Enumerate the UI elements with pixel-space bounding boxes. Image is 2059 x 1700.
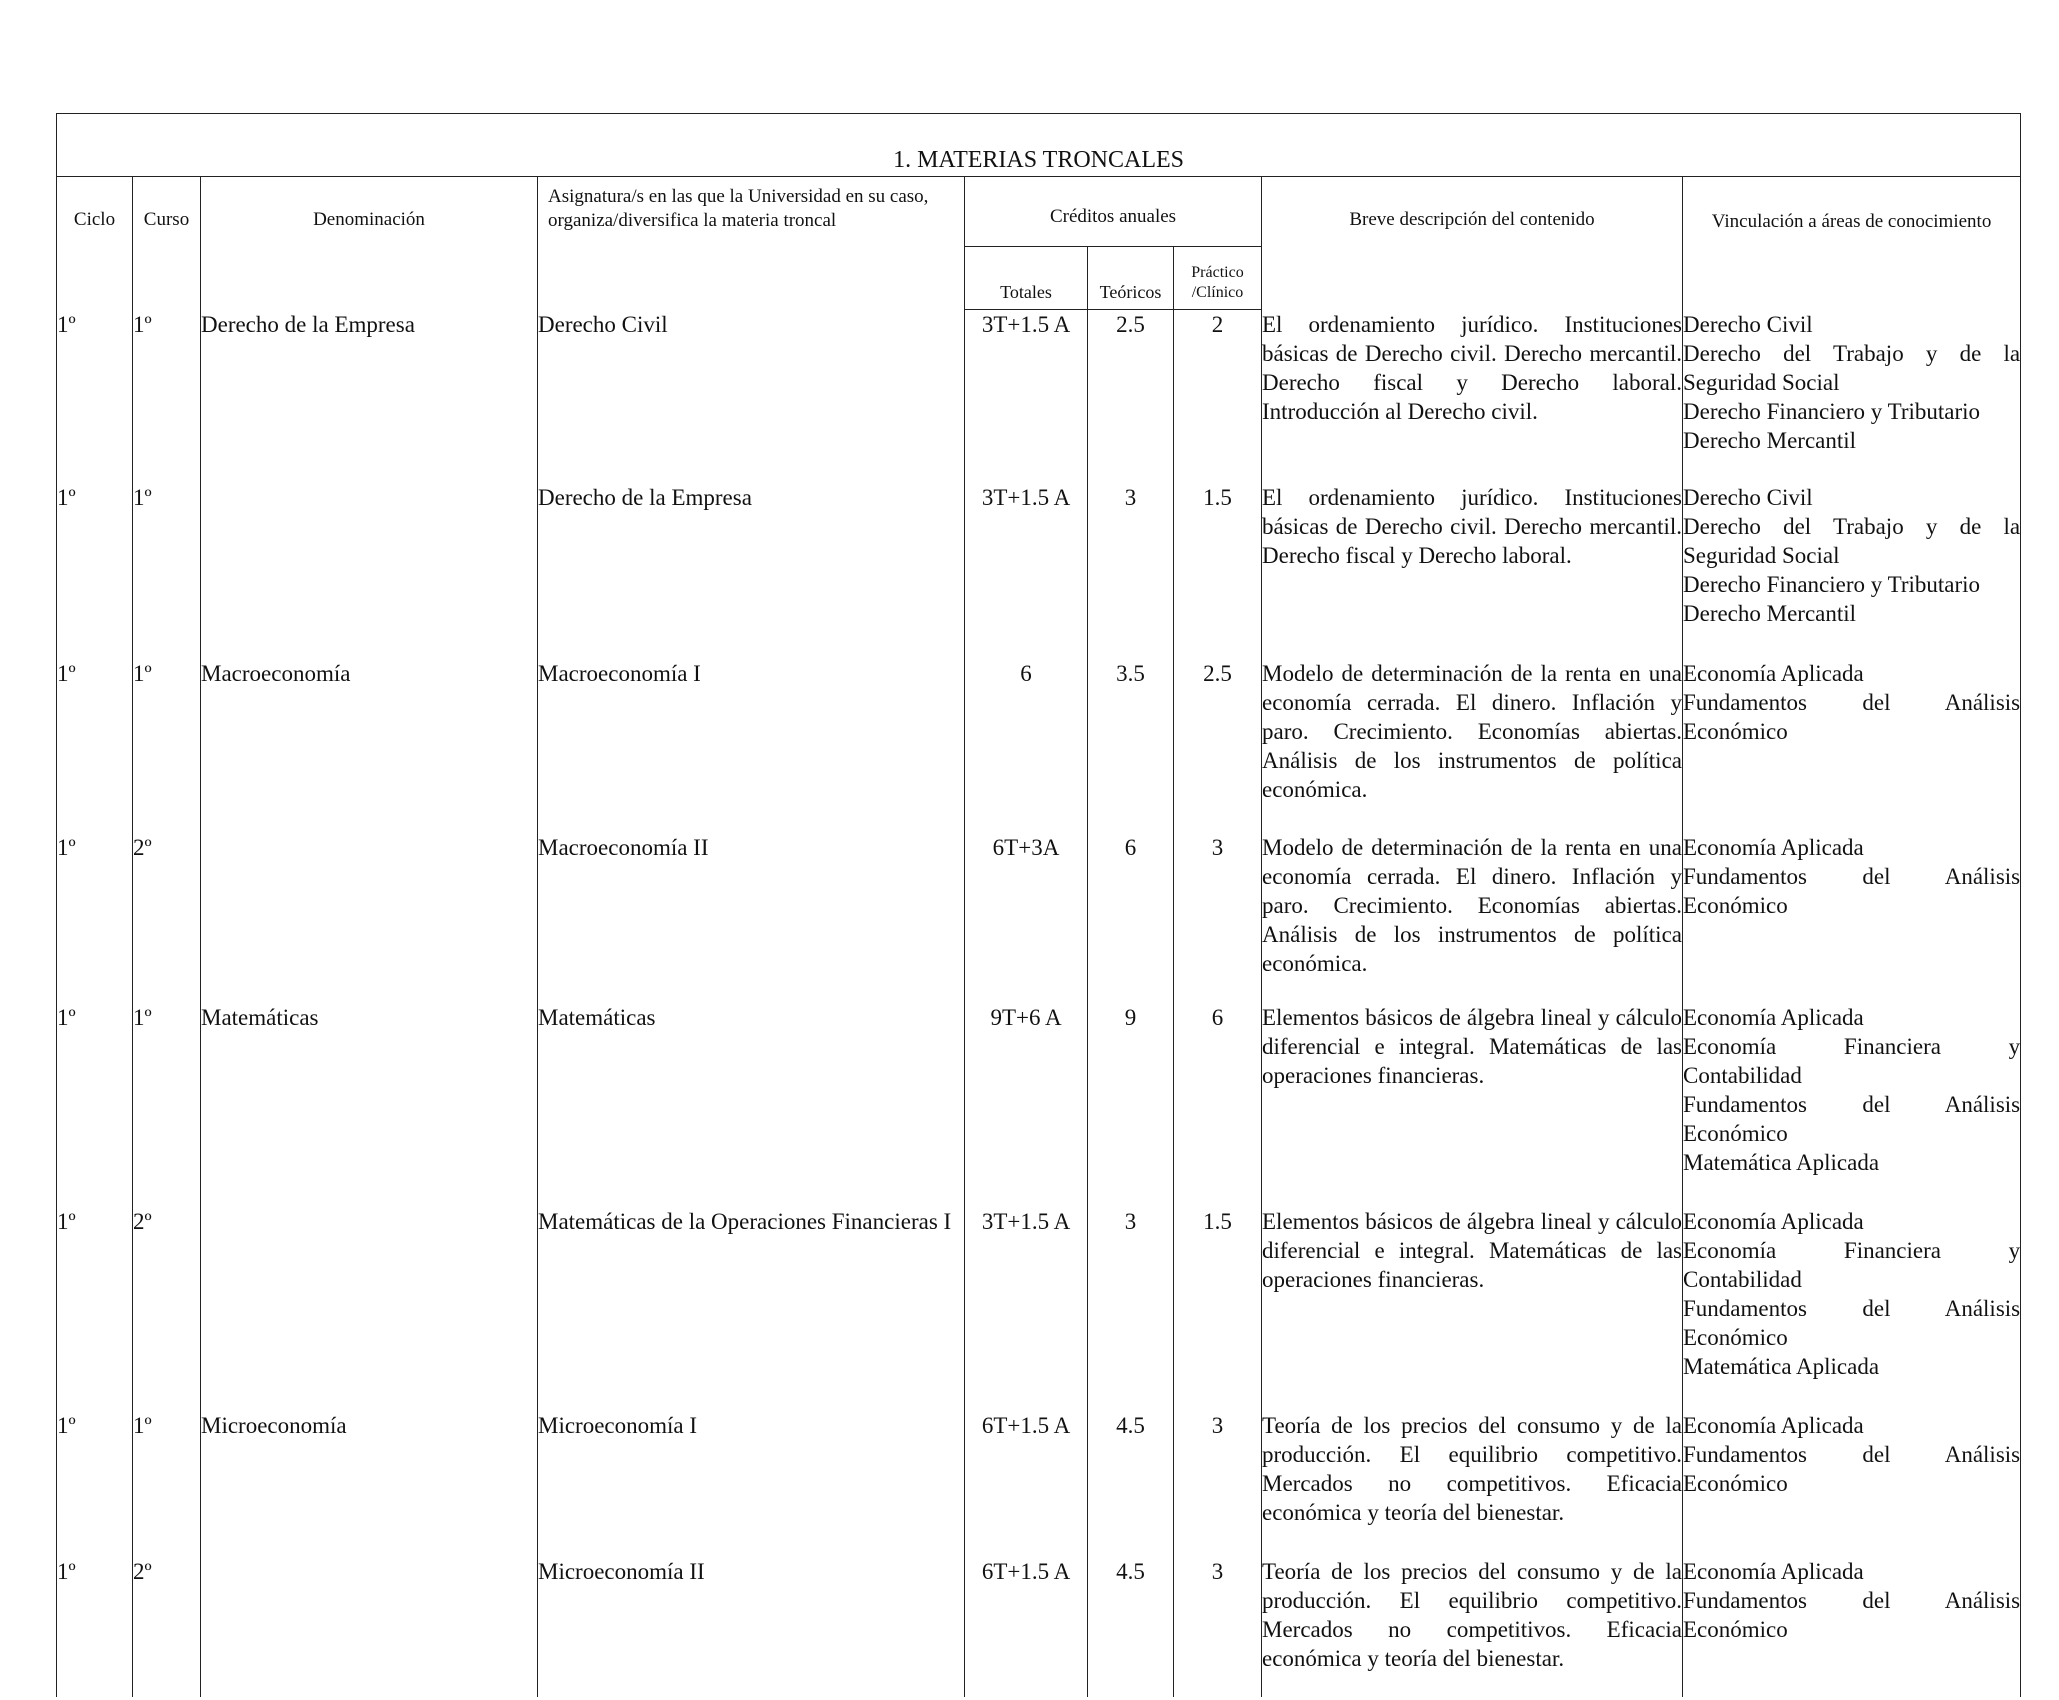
ciclo-cell: 1º (57, 833, 133, 1003)
asignatura-cell: Derecho de la Empresa (538, 483, 965, 659)
vinculacion-cell (1683, 1207, 2021, 1411)
asignatura-cell: Macroeconomía II (538, 833, 965, 1003)
descripcion-cell: El ordenamiento jurídico. Instituciones básicas de Derecho civil. Derecho mercantil. Derecho fiscal y Derecho laboral. (1262, 483, 1683, 659)
table-row (57, 1557, 2021, 1697)
totales-cell: 3T+1.5 A (965, 1207, 1088, 1411)
ciclo-cell: 1º (57, 1557, 133, 1697)
header-creditos-anuales: Créditos anuales (965, 177, 1262, 247)
table-row (57, 833, 2021, 1003)
teoricos-cell: 6 (1088, 833, 1174, 1003)
vinculacion-cell (1683, 483, 2021, 659)
curso-cell: 1º (133, 1411, 201, 1557)
vinculacion-cell (1683, 310, 2021, 483)
descripcion-cell: Teoría de los precios del consumo y de la producción. El equilibrio competitivo. Mercados no competitivos. Eficacia económica y teoría del bienestar. (1262, 1411, 1683, 1557)
curso-cell: 1º (133, 1003, 201, 1207)
header-denominacion: Denominación (201, 177, 538, 310)
vinculacion-area: Fundamentos del Análisis Económico (1683, 863, 2021, 918)
header-ciclo: Ciclo (57, 177, 133, 310)
vinculacion-area: Economía Financiera y Contabilidad (1683, 1033, 2021, 1088)
denominacion-cell: Microeconomía (201, 1411, 538, 1557)
totales-cell: 3T+1.5 A (965, 310, 1088, 483)
denominacion-cell: Macroeconomía (201, 659, 538, 833)
descripcion-cell: El ordenamiento jurídico. Instituciones básicas de Derecho civil. Derecho mercantil. Derecho fiscal y Derecho laboral. Introducción al Derecho civil. (1262, 310, 1683, 483)
vinculacion-area: Fundamentos del Análisis Económico (1683, 689, 2021, 744)
denominacion-cell (201, 833, 538, 1003)
denominacion-cell: Derecho de la Empresa (201, 310, 538, 483)
practico-cell: 3 (1174, 1411, 1262, 1557)
curso-cell: 1º (133, 310, 201, 483)
ciclo-cell: 1º (57, 1207, 133, 1411)
vinculacion-area: Economía Aplicada (1683, 1412, 1864, 1438)
vinculacion-area: Derecho Mercantil (1683, 600, 1857, 626)
header-totales: Totales (965, 247, 1088, 310)
totales-cell: 6T+1.5 A (965, 1411, 1088, 1557)
header-asignatura: Asignatura/s en las que la Universidad en su caso, organiza/diversifica la materia troncal (538, 177, 965, 310)
vinculacion-area: Derecho del Trabajo y de la Seguridad Social (1683, 340, 2021, 395)
practico-cell: 6 (1174, 1003, 1262, 1207)
vinculacion-area: Derecho Financiero y Tributario (1683, 398, 1981, 424)
ciclo-cell: 1º (57, 1411, 133, 1557)
teoricos-cell: 3.5 (1088, 659, 1174, 833)
vinculacion-area: Matemática Aplicada (1683, 1353, 1880, 1379)
teoricos-cell: 4.5 (1088, 1411, 1174, 1557)
denominacion-cell: Matemáticas (201, 1003, 538, 1207)
descripcion-cell: Modelo de determinación de la renta en una economía cerrada. El dinero. Inflación y paro. Crecimiento. Economías abiertas. Análisis de los instrumentos de política económica. (1262, 659, 1683, 833)
asignatura-cell: Matemáticas de la Operaciones Financieras I (538, 1207, 965, 1411)
table-row (57, 483, 2021, 659)
teoricos-cell: 3 (1088, 1207, 1174, 1411)
vinculacion-cell (1683, 1411, 2021, 1557)
vinculacion-cell (1683, 1003, 2021, 1207)
asignatura-cell: Matemáticas (538, 1003, 965, 1207)
descripcion-cell: Elementos básicos de álgebra lineal y cálculo diferencial e integral. Matemáticas de las operaciones financieras. (1262, 1207, 1683, 1411)
totales-cell: 6T+1.5 A (965, 1557, 1088, 1697)
curso-cell: 2º (133, 833, 201, 1003)
vinculacion-area: Economía Aplicada (1683, 1558, 1864, 1584)
practico-cell: 1.5 (1174, 1207, 1262, 1411)
totales-cell: 9T+6 A (965, 1003, 1088, 1207)
denominacion-cell (201, 483, 538, 659)
descripcion-cell: Elementos básicos de álgebra lineal y cálculo diferencial e integral. Matemáticas de las operaciones financieras. (1262, 1003, 1683, 1207)
teoricos-cell: 4.5 (1088, 1557, 1174, 1697)
vinculacion-area: Fundamentos del Análisis Económico (1683, 1587, 2021, 1642)
vinculacion-cell (1683, 659, 2021, 833)
practico-cell: 1.5 (1174, 483, 1262, 659)
practico-cell: 2.5 (1174, 659, 1262, 833)
header-practico: Práctico /Clínico (1174, 247, 1262, 310)
vinculacion-area: Economía Aplicada (1683, 834, 1864, 860)
ciclo-cell: 1º (57, 659, 133, 833)
table-row (57, 1003, 2021, 1207)
asignatura-cell: Microeconomía I (538, 1411, 965, 1557)
teoricos-cell: 9 (1088, 1003, 1174, 1207)
vinculacion-area: Derecho del Trabajo y de la Seguridad Social (1683, 513, 2021, 568)
table-row (57, 310, 2021, 483)
vinculacion-area: Fundamentos del Análisis Económico (1683, 1295, 2021, 1350)
vinculacion-cell (1683, 833, 2021, 1003)
curso-cell: 2º (133, 1557, 201, 1697)
denominacion-cell (201, 1557, 538, 1697)
header-teoricos: Teóricos (1088, 247, 1174, 310)
descripcion-cell: Modelo de determinación de la renta en una economía cerrada. El dinero. Inflación y paro. Crecimiento. Economías abiertas. Análisis de los instrumentos de política económica. (1262, 833, 1683, 1003)
table-row (57, 659, 2021, 833)
vinculacion-area: Fundamentos del Análisis Económico (1683, 1091, 2021, 1146)
vinculacion-cell (1683, 1557, 2021, 1697)
vinculacion-area: Economía Financiera y Contabilidad (1683, 1237, 2021, 1292)
vinculacion-area: Derecho Financiero y Tributario (1683, 571, 1981, 597)
vinculacion-area: Economía Aplicada (1683, 1208, 1864, 1234)
vinculacion-area: Economía Aplicada (1683, 1004, 1864, 1030)
ciclo-cell: 1º (57, 483, 133, 659)
ciclo-cell: 1º (57, 310, 133, 483)
teoricos-cell: 2.5 (1088, 310, 1174, 483)
header-descripcion: Breve descripción del contenido (1262, 177, 1683, 310)
table-row (57, 1411, 2021, 1557)
ciclo-cell: 1º (57, 1003, 133, 1207)
curso-cell: 2º (133, 1207, 201, 1411)
curso-cell: 1º (133, 483, 201, 659)
vinculacion-area: Fundamentos del Análisis Económico (1683, 1441, 2021, 1496)
practico-cell: 3 (1174, 1557, 1262, 1697)
asignatura-cell: Microeconomía II (538, 1557, 965, 1697)
table-row (57, 1207, 2021, 1411)
table-title: 1. MATERIAS TRONCALES (57, 114, 2021, 177)
vinculacion-area: Derecho Mercantil (1683, 427, 1857, 453)
asignatura-cell: Macroeconomía I (538, 659, 965, 833)
asignatura-cell: Derecho Civil (538, 310, 965, 483)
materias-troncales-table (56, 113, 2021, 1697)
vinculacion-area: Matemática Aplicada (1683, 1149, 1880, 1175)
totales-cell: 6 (965, 659, 1088, 833)
vinculacion-area: Derecho Civil (1683, 484, 1813, 510)
descripcion-cell: Teoría de los precios del consumo y de la producción. El equilibrio competitivo. Mercados no competitivos. Eficacia económica y teoría del bienestar. (1262, 1557, 1683, 1697)
vinculacion-area: Derecho Civil (1683, 311, 1813, 337)
practico-cell: 3 (1174, 833, 1262, 1003)
practico-cell: 2 (1174, 310, 1262, 483)
header-vinculacion: Vinculación a áreas de conocimiento (1683, 177, 2021, 310)
vinculacion-area: Economía Aplicada (1683, 660, 1864, 686)
teoricos-cell: 3 (1088, 483, 1174, 659)
header-curso: Curso (133, 177, 201, 310)
curso-cell: 1º (133, 659, 201, 833)
totales-cell: 3T+1.5 A (965, 483, 1088, 659)
totales-cell: 6T+3A (965, 833, 1088, 1003)
denominacion-cell (201, 1207, 538, 1411)
